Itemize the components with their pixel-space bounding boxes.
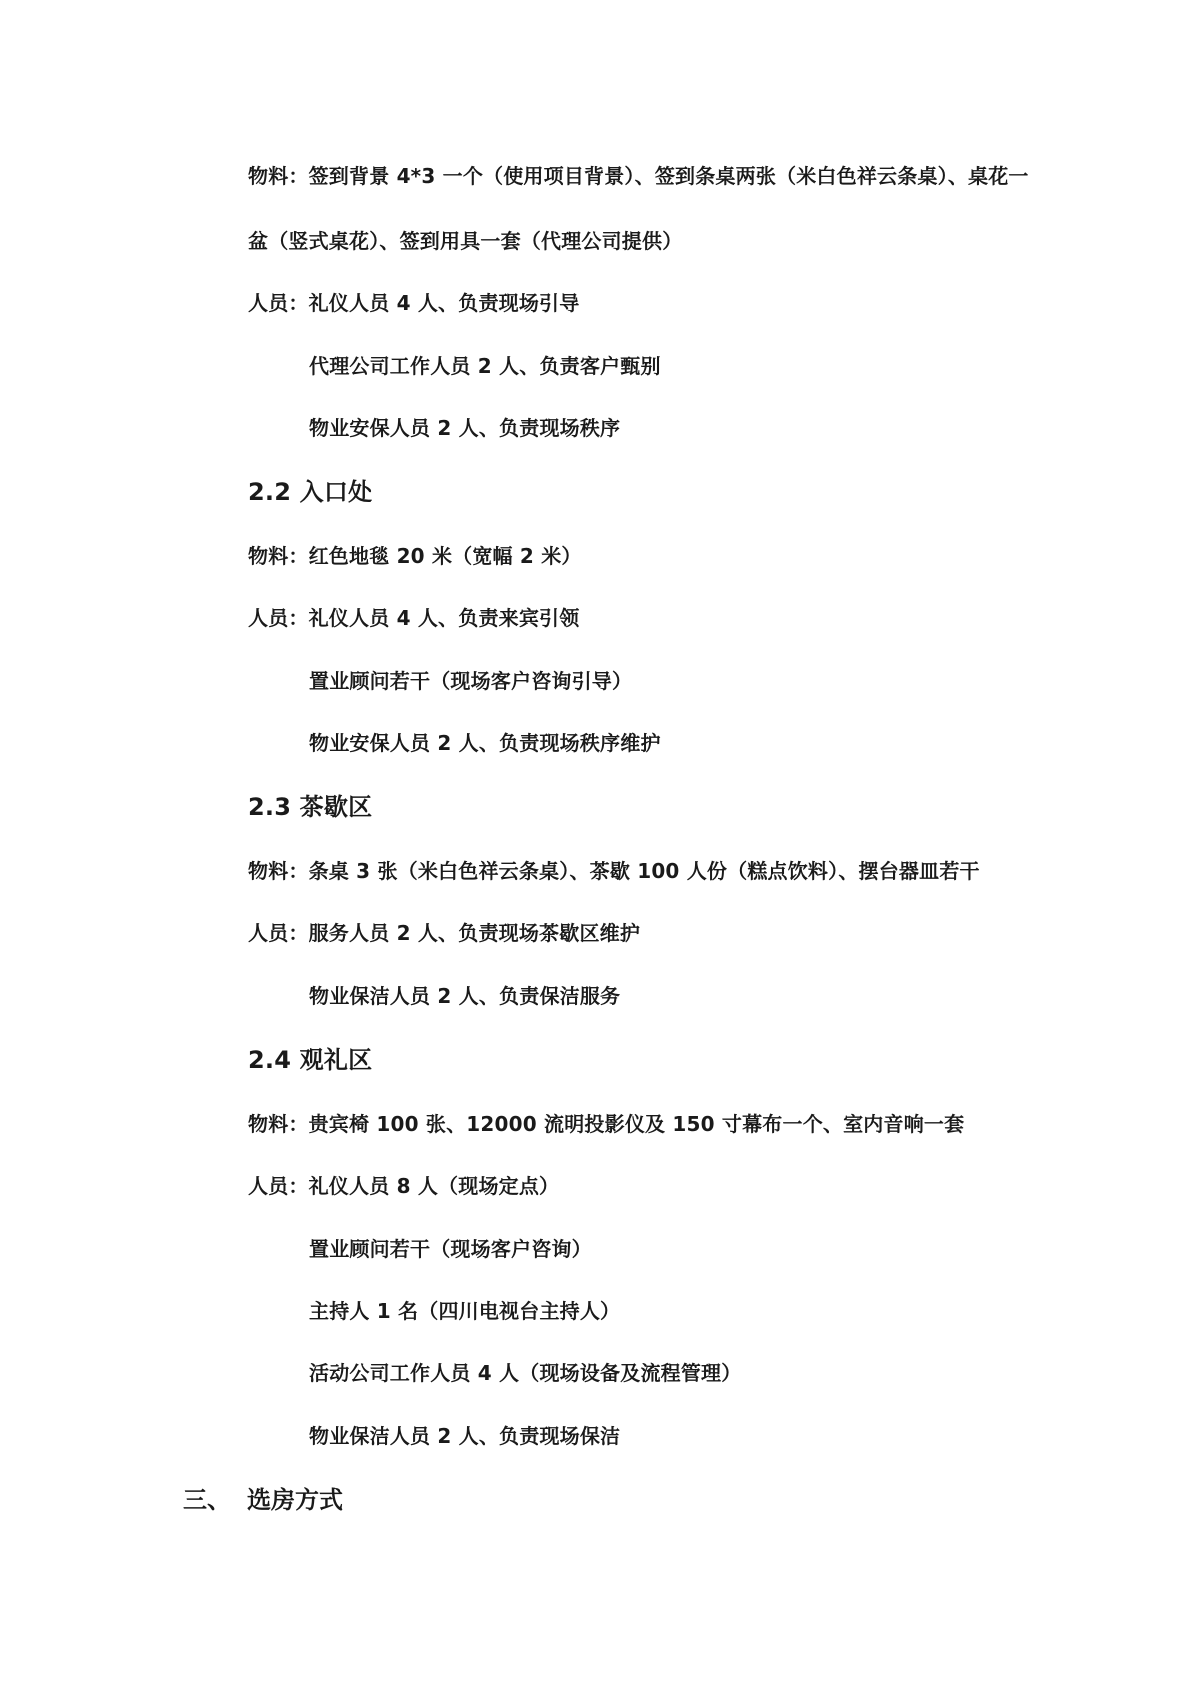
staff-2-2-item-1: 人员：礼仪人员 4 人、负责来宾引领 [248, 606, 580, 630]
staff-2-4-item-3: 主持人 1 名（四川电视台主持人） [309, 1299, 621, 1323]
materials-2-4: 物料：贵宾椅 100 张、12000 流明投影仪及 150 寸幕布一个、室内音响一套 [248, 1112, 965, 1136]
materials-2-1-line2: 盆（竖式桌花）、签到用具一套（代理公司提供） [248, 229, 683, 253]
section-2-2-heading: 2.2 入口处 [248, 478, 373, 506]
chapter-3-heading [183, 1484, 343, 1516]
staff-2-2-item-3: 物业安保人员 2 人、负责现场秩序维护 [309, 731, 661, 755]
staff-2-1-item-3: 物业安保人员 2 人、负责现场秩序 [309, 416, 621, 440]
staff-2-2-item-2: 置业顾问若干（现场客户咨询引导） [309, 669, 633, 693]
section-2-4-heading: 2.4 观礼区 [248, 1046, 373, 1074]
staff-2-4-item-1: 人员：礼仪人员 8 人（现场定点） [248, 1174, 560, 1198]
section-2-3-heading: 2.3 茶歇区 [248, 793, 373, 821]
staff-2-4-item-4: 活动公司工作人员 4 人（现场设备及流程管理） [309, 1361, 742, 1385]
staff-2-4-item-5: 物业保洁人员 2 人、负责现场保洁 [309, 1424, 621, 1448]
materials-2-2: 物料：红色地毯 20 米（宽幅 2 米） [248, 544, 582, 568]
chapter-3-number: 三、 [183, 1486, 231, 1514]
materials-2-3: 物料：条桌 3 张（米白色祥云条桌）、茶歇 100 人份（糕点饮料）、摆台器皿若干 [248, 859, 980, 883]
staff-2-1-item-1: 人员：礼仪人员 4 人、负责现场引导 [248, 291, 580, 315]
staff-2-3-item-1: 人员：服务人员 2 人、负责现场茶歇区维护 [248, 921, 641, 945]
staff-2-3-item-2: 物业保洁人员 2 人、负责保洁服务 [309, 984, 621, 1008]
materials-2-1-line1: 物料：签到背景 4*3 一个（使用项目背景）、签到条桌两张（米白色祥云条桌）、桌花一 [248, 164, 1029, 188]
staff-2-4-item-2: 置业顾问若干（现场客户咨询） [309, 1237, 592, 1261]
staff-2-1-item-2: 代理公司工作人员 2 人、负责客户甄别 [309, 354, 661, 378]
chapter-3-title: 选房方式 [247, 1486, 343, 1514]
